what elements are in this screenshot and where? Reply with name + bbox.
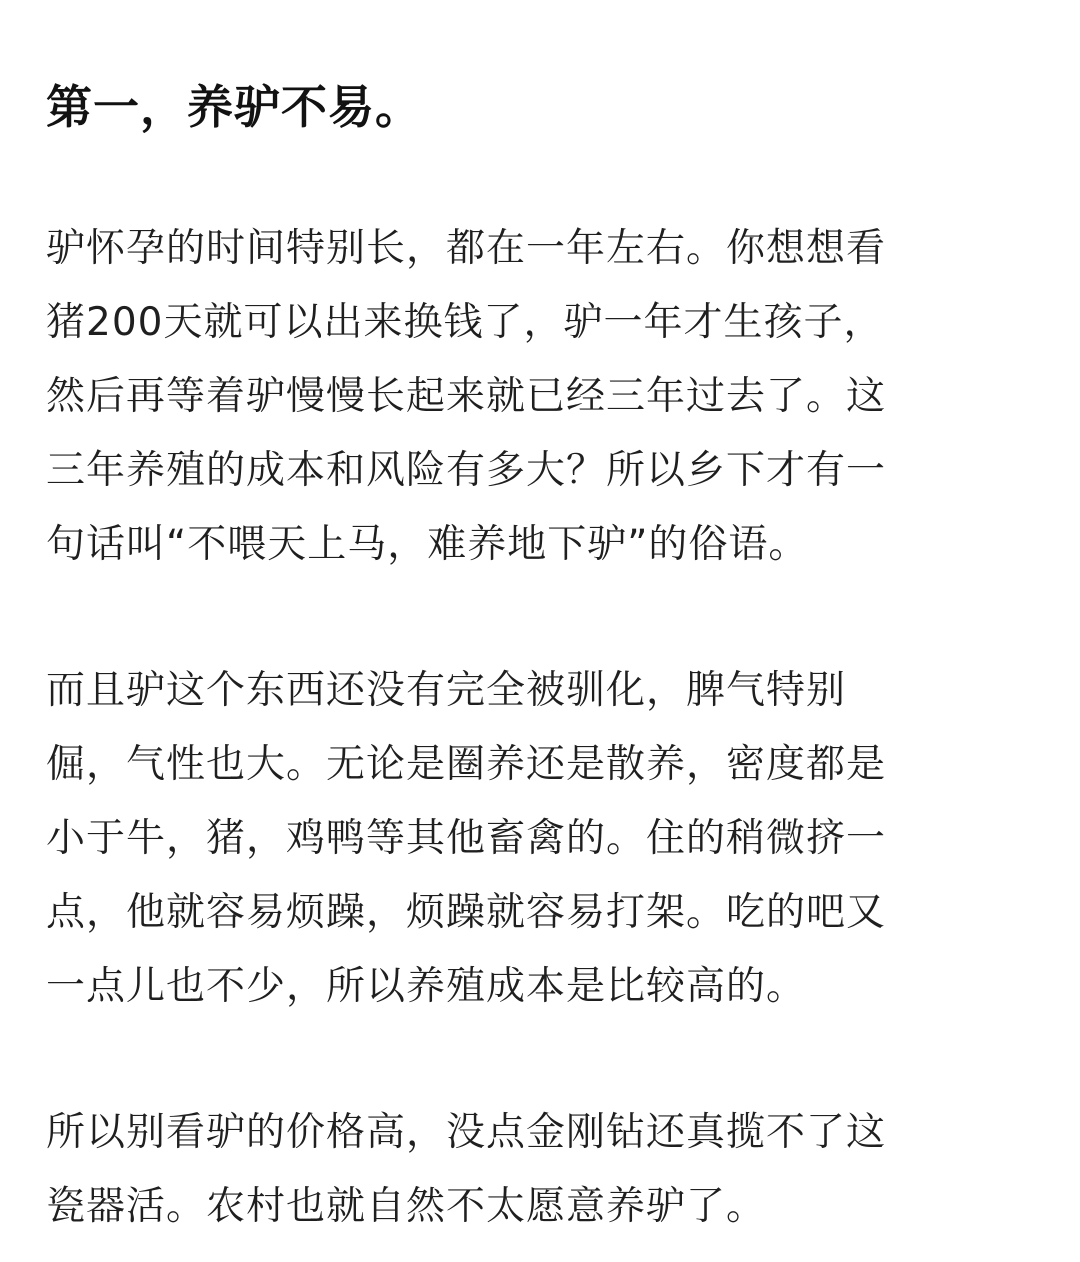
paragraph-line: 瓷器活。农村也就自然不太愿意养驴了。 (46, 1184, 767, 1229)
paragraph-line: 然后再等着驴慢慢长起来就已经三年过去了。这 (46, 374, 887, 419)
paragraph-line: 所以别看驴的价格高，没点金刚钻还真揽不了这 (46, 1110, 887, 1155)
paragraph-line: 小于牛，猪，鸡鸭等其他畜禽的。住的稍微挤一 (46, 816, 887, 861)
paragraph-line: 句话叫“不喂天上马，难养地下驴”的俗语。 (46, 522, 809, 567)
paragraph-2 (46, 654, 1036, 1024)
paragraph-1 (46, 212, 1036, 582)
paragraph-line: 三年养殖的成本和风险有多大？所以乡下才有一 (46, 448, 887, 493)
section-heading: 第一，养驴不易。 (46, 80, 422, 134)
article-body (46, 72, 1036, 1244)
paragraph-3 (46, 1096, 1036, 1244)
paragraph-line: 一点儿也不少，所以养殖成本是比较高的。 (46, 964, 807, 1009)
paragraph-line: 而且驴这个东西还没有完全被驯化，脾气特别 (46, 668, 847, 713)
paragraph-line: 点，他就容易烦躁，烦躁就容易打架。吃的吧又 (46, 890, 887, 935)
paragraph-line: 驴怀孕的时间特别长，都在一年左右。你想想看 (46, 226, 887, 271)
paragraph-line: 倔，气性也大。无论是圈养还是散养，密度都是 (46, 742, 887, 787)
paragraph-line: 猪200天就可以出来换钱了，驴一年才生孩子， (46, 300, 884, 345)
